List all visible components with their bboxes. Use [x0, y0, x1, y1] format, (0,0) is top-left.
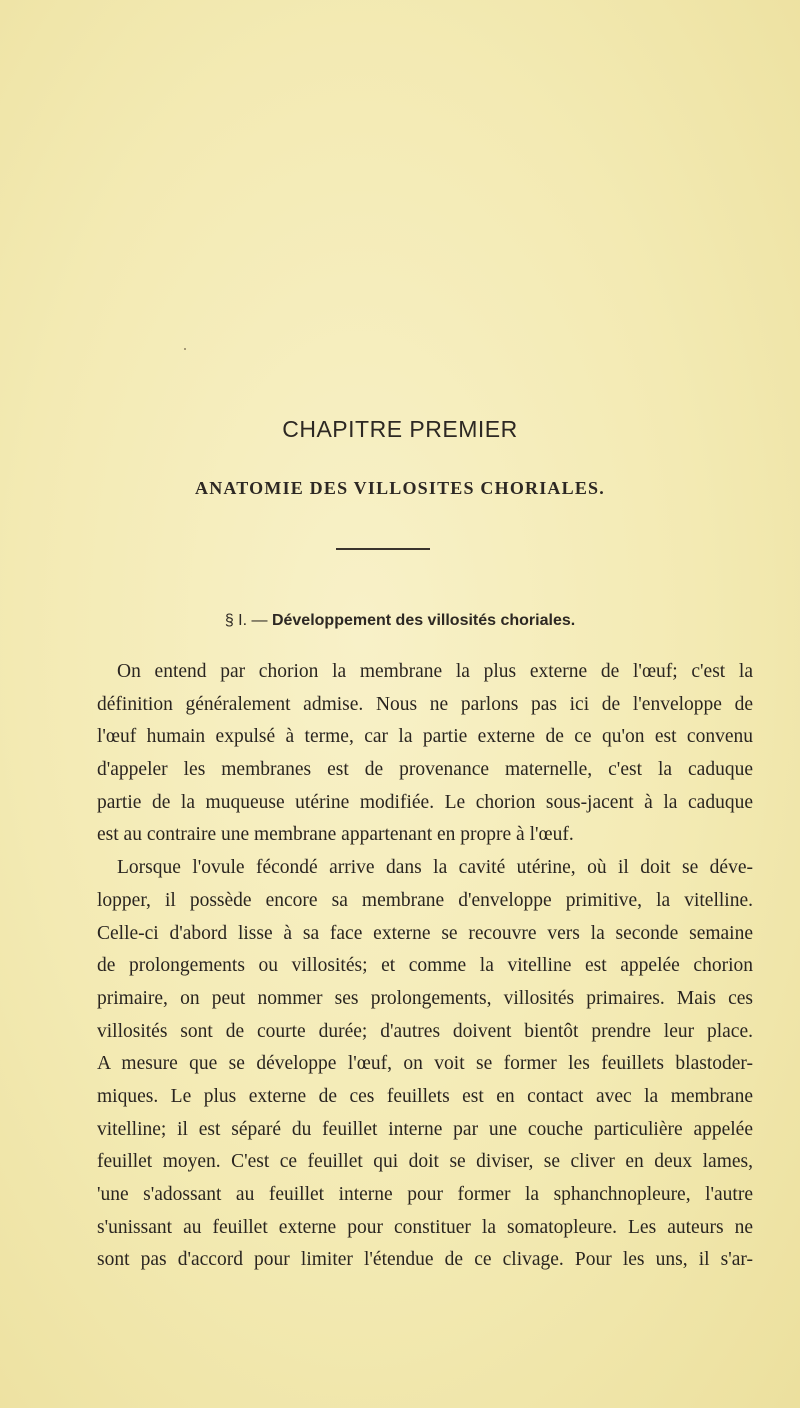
text-line: villosités sont de courte durée; d'autres doivent bientôt prendre leur place.	[97, 1020, 753, 1042]
text-line: On entend par chorion la membrane la plus externe de l'œuf; c'est la	[117, 661, 753, 682]
text-line: sont pas d'accord pour limiter l'étendue de ce clivage. Pour les uns, il s'ar-	[97, 1249, 753, 1271]
section-title: Développement des villosités choriales.	[271, 612, 576, 629]
text-line: d'appeler les membranes est de provenance maternelle, c'est la caduque	[97, 759, 753, 781]
section-marker: § I. —	[224, 612, 268, 629]
text-line: de prolongements ou villosités; et comme la vitelline est appelée chorion	[97, 955, 753, 977]
text-line: s'unissant au feuillet externe pour constituer la somatopleure. Les auteurs ne	[97, 1216, 753, 1238]
text-line: miques. Le plus externe de ces feuillets est en contact avec la membrane	[97, 1085, 753, 1107]
text-line: 'une s'adossant au feuillet interne pour former la sphanchnopleure, l'autre	[97, 1184, 753, 1205]
text-line: lopper, il possède encore sa membrane d'enveloppe primitive, la vitelline.	[97, 889, 753, 911]
text-line: feuillet moyen. C'est ce feuillet qui doit se diviser, se cliver en deux lames,	[97, 1151, 753, 1173]
chapter-title: CHAPITRE PREMIER	[282, 416, 518, 442]
text-line: primaire, on peut nommer ses prolongements, villosités primaires. Mais ces	[97, 987, 753, 1009]
divider-rule	[336, 548, 430, 550]
section-heading	[0, 612, 800, 630]
chapter-heading: ANATOMIE DES VILLOSITES CHORIALES.	[195, 478, 605, 498]
text-line: Lorsque l'ovule fécondé arrive dans la cavité utérine, où il doit se déve-	[117, 857, 753, 879]
text-line: est au contraire une membrane appartenant en propre à l'œuf.	[97, 824, 574, 846]
text-line: l'œuf humain expulsé à terme, car la partie externe de ce qu'on est convenu	[97, 726, 753, 748]
body-text	[97, 656, 753, 1277]
text-line: vitelline; il est séparé du feuillet interne par une couche particulière appelée	[97, 1118, 753, 1140]
paper-speck	[184, 348, 186, 350]
text-line: A mesure que se développe l'œuf, on voit se former les feuillets blastoder-	[97, 1053, 753, 1075]
text-line: Celle-ci d'abord lisse à sa face externe se recouvre vers la seconde semaine	[97, 922, 753, 944]
text-line: partie de la muqueuse utérine modifiée. Le chorion sous-jacent à la caduque	[97, 791, 753, 813]
text-line: définition généralement admise. Nous ne parlons pas ici de l'enveloppe de	[97, 693, 753, 715]
